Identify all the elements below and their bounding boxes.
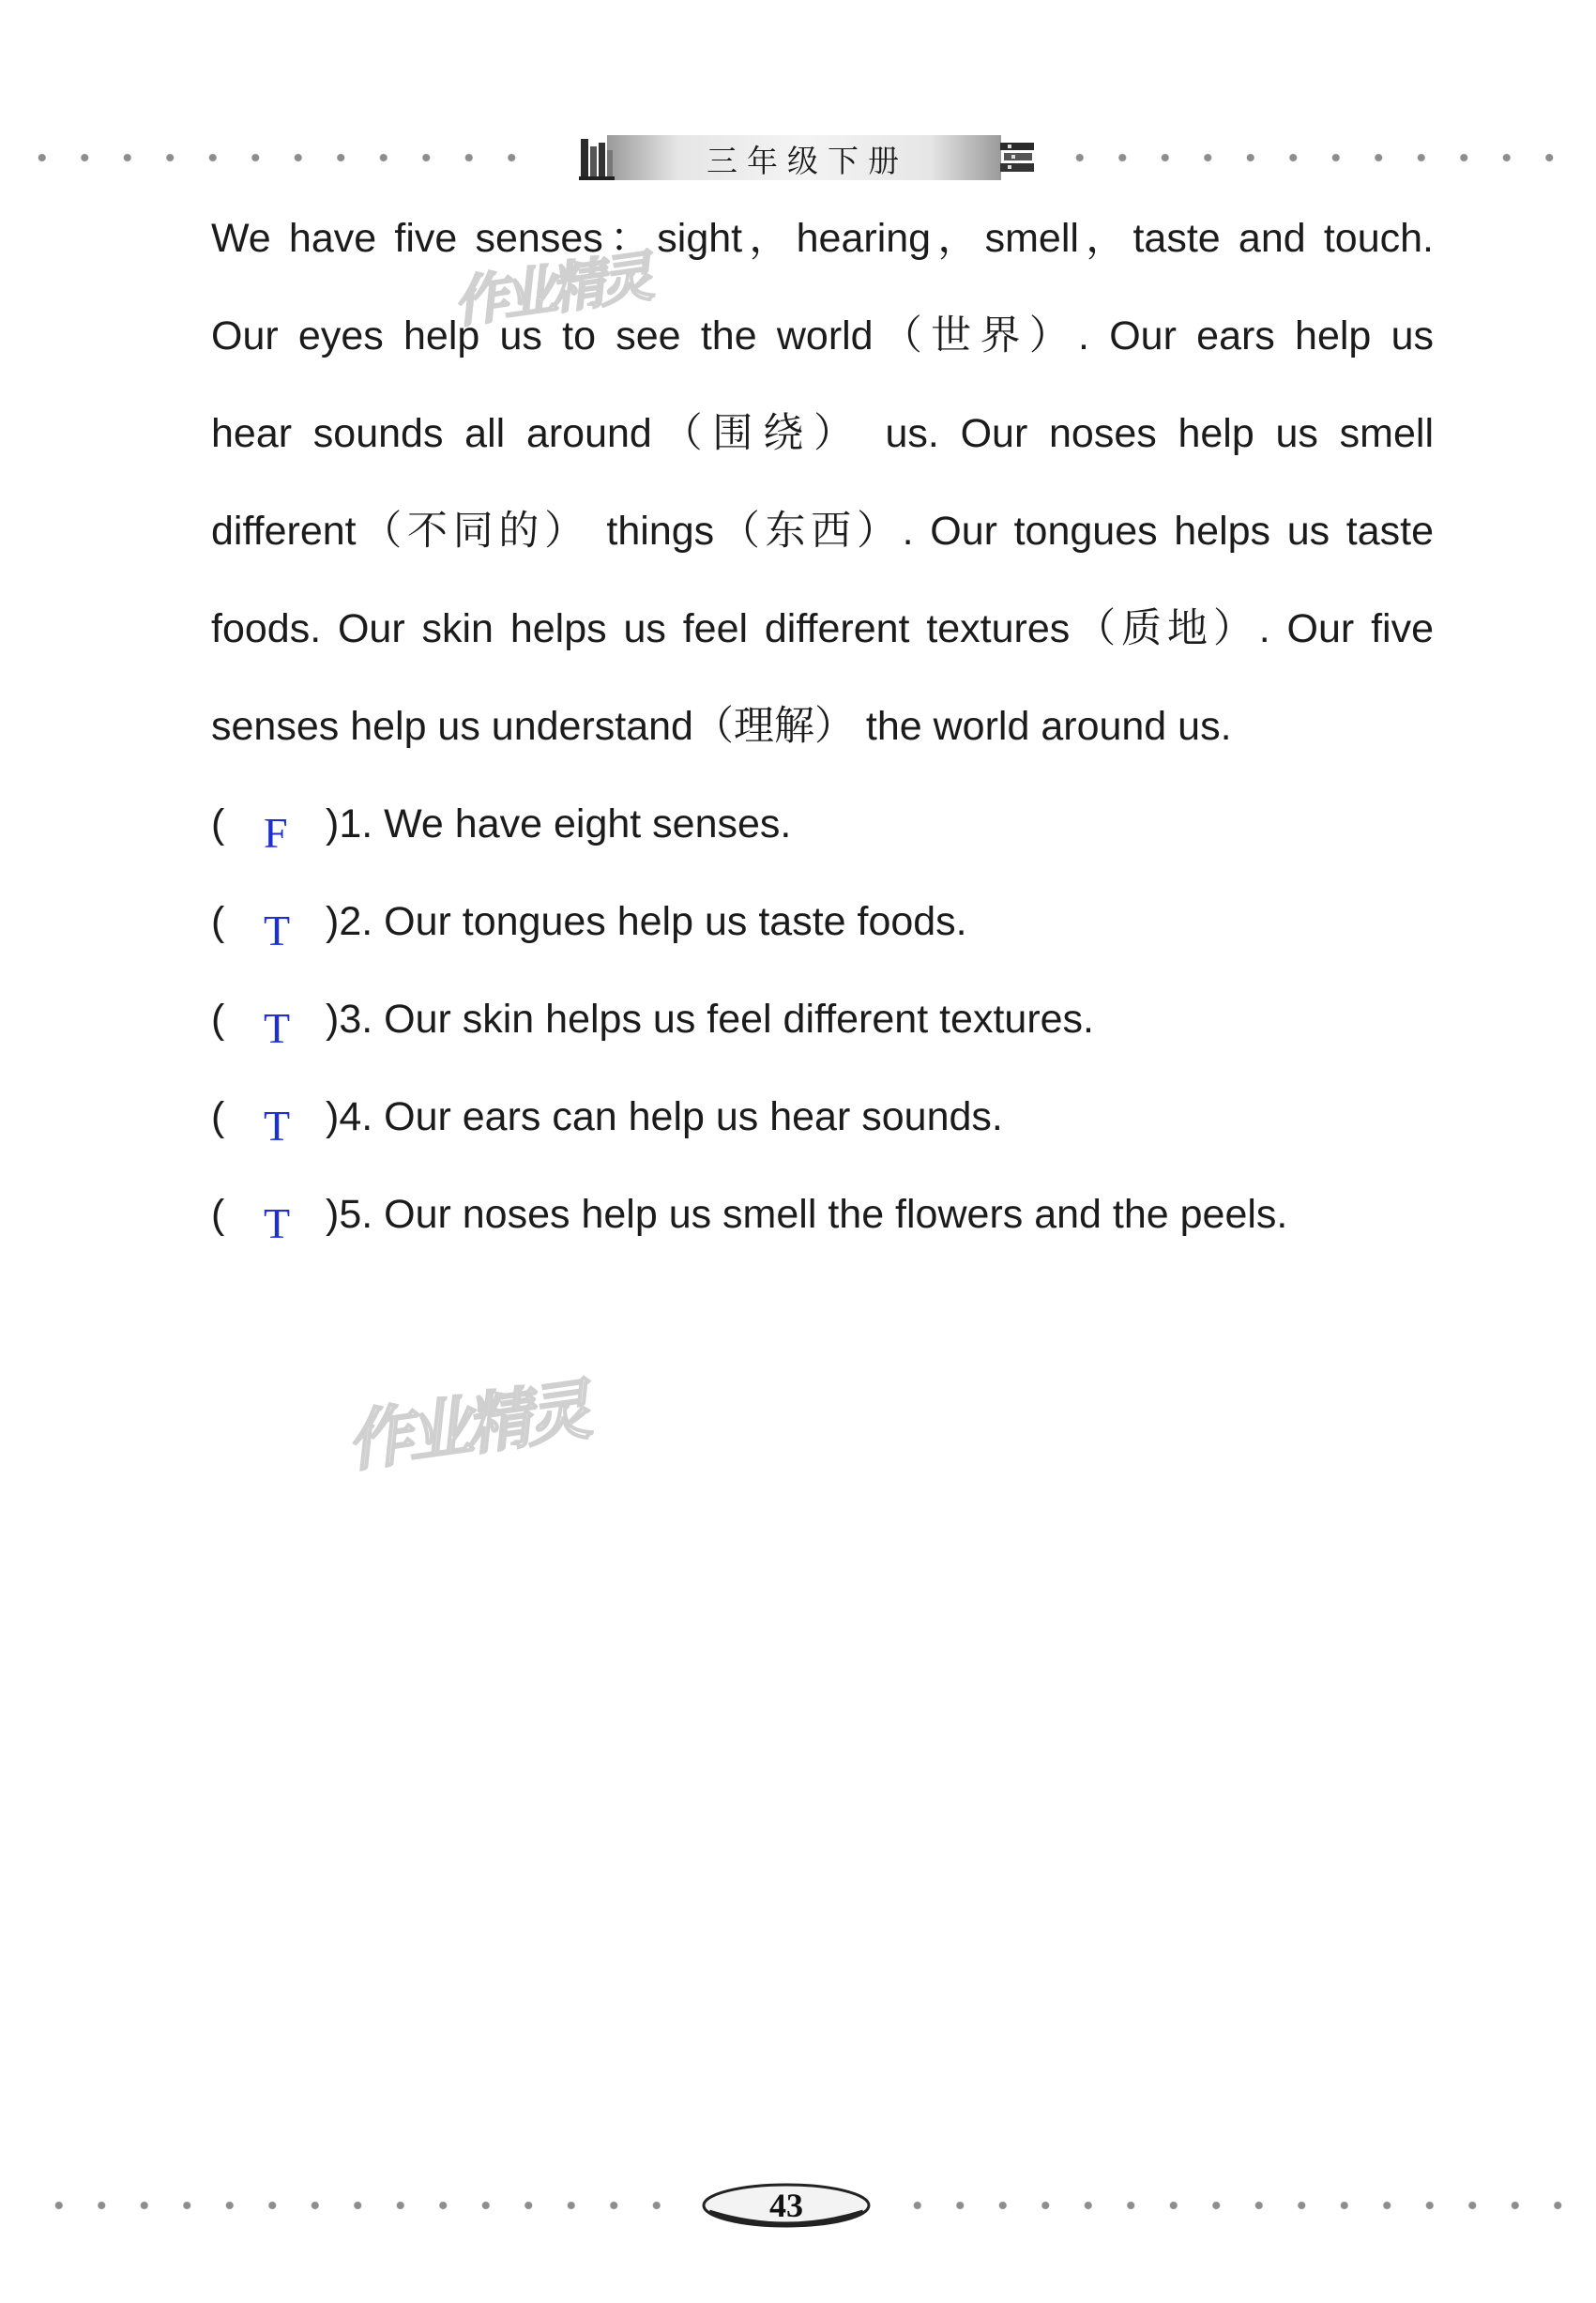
answer-bracket: ( xyxy=(211,1094,225,1139)
passage-line: hear sounds all around（围绕） us. Our noses help us smell xyxy=(211,411,1434,456)
answer-mark: T xyxy=(264,907,291,954)
page-number: 43 xyxy=(769,2187,803,2224)
answer-mark: T xyxy=(264,1199,291,1247)
question-text: )4. Our ears can help us hear sounds. xyxy=(326,1094,1003,1139)
question-text: )5. Our noses help us smell the flowers and the peels. xyxy=(326,1192,1288,1237)
header-dots-right xyxy=(1058,153,1565,162)
answer-mark: F xyxy=(264,809,288,857)
answer-bracket: ( xyxy=(211,1192,225,1237)
footer-dots-left xyxy=(38,2201,685,2210)
passage-line: different（不同的） things（东西）. Our tongues helps us taste xyxy=(211,509,1434,554)
question-text: )2. Our tongues help us taste foods. xyxy=(326,899,967,944)
answer-mark: T xyxy=(264,1102,291,1150)
passage-line: We have five senses：sight，hearing，smell，taste and touch. xyxy=(211,216,1434,261)
question-text: )1. We have eight senses. xyxy=(326,801,792,846)
passage-line: Our eyes help us to see the world（世界）. Our ears help us xyxy=(211,313,1434,358)
passage-line: senses help us understand（理解） the world around us. xyxy=(211,704,1232,749)
question-text: )3. Our skin helps us feel different textures. xyxy=(326,997,1094,1042)
answer-bracket: ( xyxy=(211,801,225,846)
grade-title: 三年级下册 xyxy=(707,143,908,179)
watermark: 作业精灵 xyxy=(342,1371,591,1482)
page-footer xyxy=(0,2182,1596,2238)
page-header xyxy=(0,130,1596,186)
footer-dots-right xyxy=(896,2201,1567,2210)
books-icon xyxy=(998,141,1036,175)
answer-bracket: ( xyxy=(211,899,225,944)
reading-passage xyxy=(211,208,1434,794)
answer-bracket: ( xyxy=(211,997,225,1042)
watermark: 作业精灵 xyxy=(448,244,652,336)
header-dots-left xyxy=(21,153,546,162)
answer-mark: T xyxy=(264,1004,291,1052)
header-banner xyxy=(579,130,1036,186)
passage-line: foods. Our skin helps us feel different textures（质地）. Our five xyxy=(211,606,1434,651)
